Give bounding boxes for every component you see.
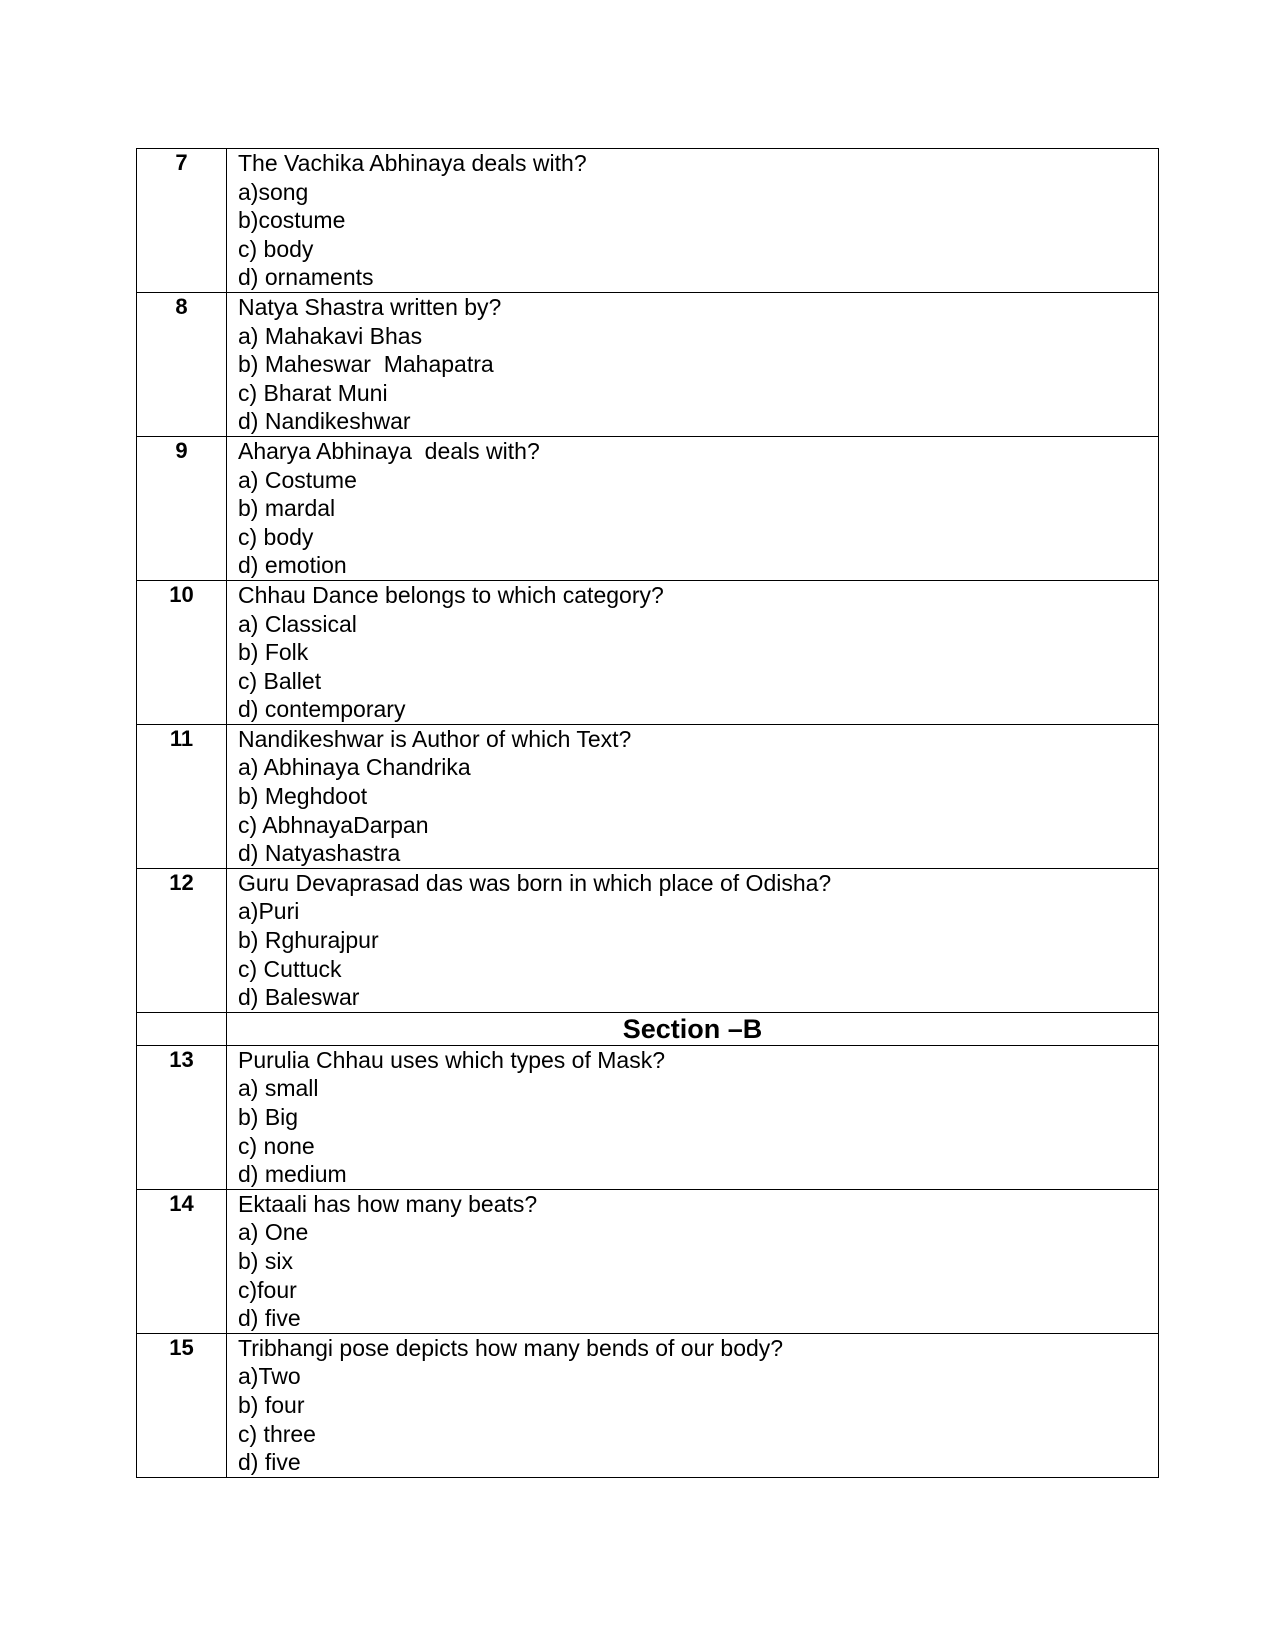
option-d: d) Baleswar: [238, 984, 360, 1011]
option-c: c) Cuttuck: [238, 955, 342, 982]
question-text: Ektaali has how many beats?: [238, 1190, 538, 1217]
question-number: 13: [137, 1045, 227, 1189]
option-c: c) Bharat Muni: [238, 379, 388, 406]
option-d: d) emotion: [238, 552, 347, 579]
question-row: [137, 580, 1159, 724]
question-number: 14: [137, 1189, 227, 1333]
question-number: 11: [137, 724, 227, 868]
option-d: d) Natyashastra: [238, 840, 401, 867]
question-text: Guru Devaprasad das was born in which place of Odisha?: [238, 869, 832, 896]
option-d: d) contemporary: [238, 696, 406, 723]
option-a: a) Classical: [238, 610, 357, 637]
option-a: a) Mahakavi Bhas: [238, 322, 423, 349]
question-text: The Vachika Abhinaya deals with?: [238, 150, 587, 176]
question-row: [137, 1333, 1159, 1477]
option-a: a)Two: [238, 1363, 301, 1390]
question-text: Purulia Chhau uses which types of Mask?: [238, 1046, 665, 1073]
option-b: b) Maheswar Mahapatra: [238, 351, 494, 378]
question-text: Chhau Dance belongs to which category?: [238, 581, 664, 608]
question-cell: [227, 1189, 1159, 1333]
question-table: [136, 148, 1159, 1478]
question-number: 15: [137, 1333, 227, 1477]
question-cell: [227, 1333, 1159, 1477]
option-d: d) Nandikeshwar: [238, 408, 411, 435]
question-cell: [227, 292, 1159, 436]
question-cell: [227, 868, 1159, 1012]
section-row: [137, 1012, 1159, 1045]
question-number: 8: [137, 292, 227, 436]
option-c: c) body: [238, 235, 314, 262]
option-b: b) Folk: [238, 639, 309, 666]
question-text: Aharya Abhinaya deals with?: [238, 437, 540, 464]
question-number: 12: [137, 868, 227, 1012]
option-d: d) medium: [238, 1161, 347, 1188]
question-cell: [227, 724, 1159, 868]
option-b: b) Meghdoot: [238, 783, 368, 810]
question-row: [137, 292, 1159, 436]
question-row: [137, 1045, 1159, 1189]
question-row: [137, 868, 1159, 1012]
question-text: Nandikeshwar is Author of which Text?: [238, 725, 632, 752]
section-number-cell: [137, 1012, 227, 1045]
option-d: d) five: [238, 1449, 301, 1476]
option-b: b) mardal: [238, 495, 336, 522]
option-d: d) five: [238, 1305, 301, 1332]
option-b: b)costume: [238, 207, 346, 234]
question-number: 7: [137, 149, 227, 293]
option-d: d) ornaments: [238, 264, 374, 291]
option-a: a) small: [238, 1075, 319, 1102]
option-a: a)Puri: [238, 898, 300, 925]
question-cell: [227, 436, 1159, 580]
question-text: Natya Shastra written by?: [238, 293, 502, 320]
question-row: [137, 149, 1159, 293]
question-cell: [227, 580, 1159, 724]
option-b: b) Rghurajpur: [238, 927, 379, 954]
question-row: [137, 436, 1159, 580]
question-row: [137, 1189, 1159, 1333]
option-a: a) One: [238, 1219, 309, 1246]
option-c: c)four: [238, 1276, 297, 1303]
question-number: 9: [137, 436, 227, 580]
option-c: c) body: [238, 523, 314, 550]
option-b: b) four: [238, 1391, 305, 1418]
question-cell: [227, 149, 1159, 293]
option-a: a)song: [238, 178, 309, 205]
option-c: c) AbhnayaDarpan: [238, 811, 429, 838]
option-c: c) Ballet: [238, 667, 322, 694]
question-text: Tribhangi pose depicts how many bends of our body?: [238, 1334, 784, 1361]
section-heading: Section –B: [227, 1012, 1159, 1045]
option-b: b) Big: [238, 1104, 299, 1130]
option-c: c) three: [238, 1420, 316, 1447]
option-b: b) six: [238, 1247, 293, 1274]
question-number: 10: [137, 580, 227, 724]
option-c: c) none: [238, 1132, 315, 1159]
option-a: a) Costume: [238, 466, 357, 493]
question-row: [137, 724, 1159, 868]
option-a: a) Abhinaya Chandrika: [238, 754, 471, 781]
question-cell: [227, 1045, 1159, 1189]
